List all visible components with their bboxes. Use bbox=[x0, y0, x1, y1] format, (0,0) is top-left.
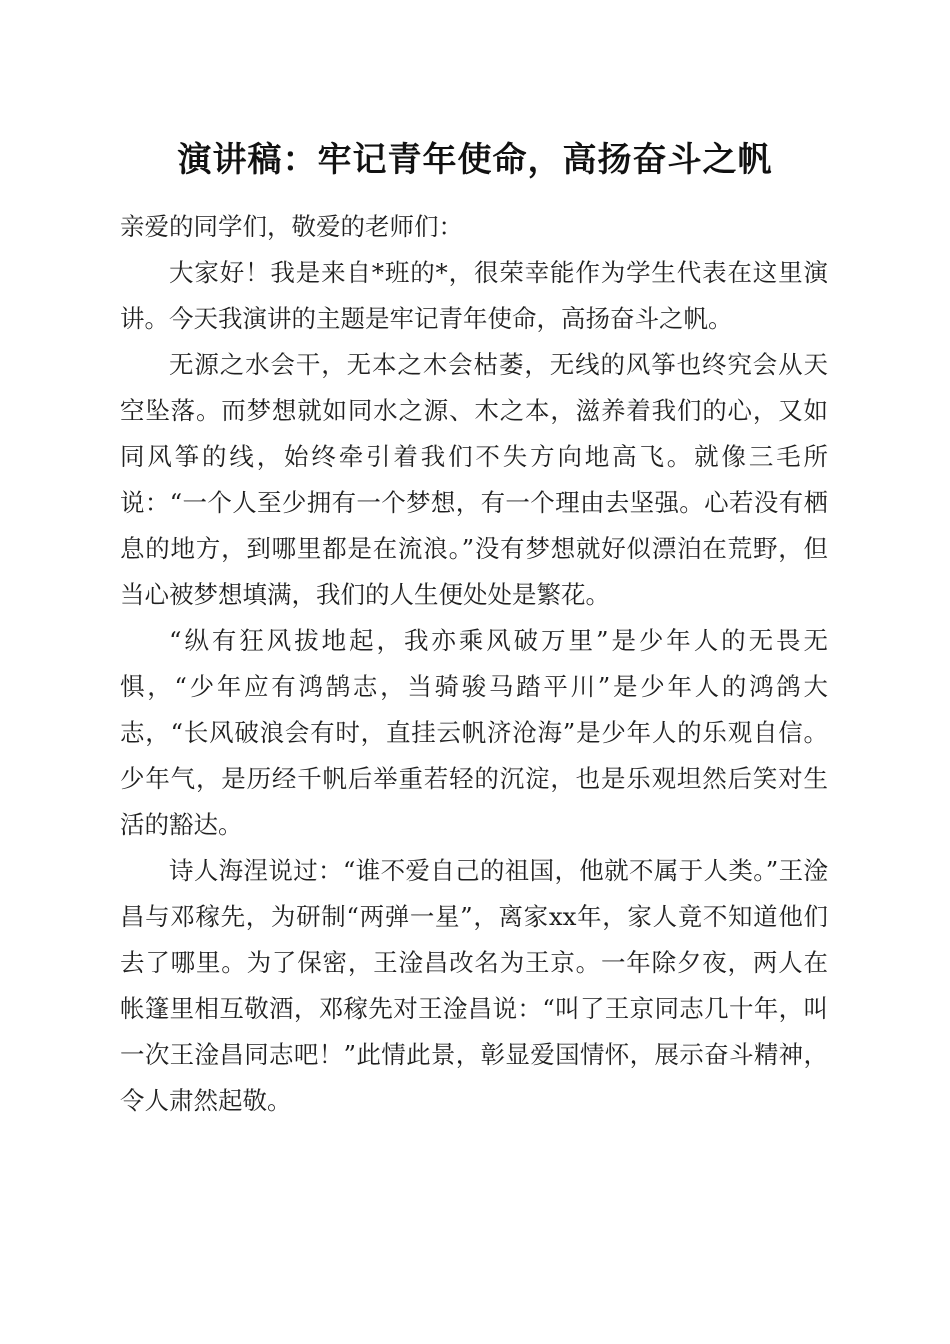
paragraph-greeting: 大家好！我是来自*班的*，很荣幸能作为学生代表在这里演讲。今天我演讲的主题是牢记青年使命，高扬奋斗之帆。 bbox=[120, 258, 828, 333]
salutation: 亲爱的同学们，敬爱的老师们： bbox=[120, 212, 463, 241]
document-title: 演讲稿：牢记青年使命，高扬奋斗之帆 bbox=[177, 140, 773, 180]
paragraph-patriotism: 诗人海涅说过：“谁不爱自己的祖国，他就不属于人类。”王淦昌与邓稼先，为研制“两弹一星”，离家xx年，家人竟不知道他们去了哪里。为了保密，王淦昌改名为王京。一年除夕夜，两人在帐篷里相互敬酒，邓稼先对王淦昌说：“叫了王京同志几十年，叫一次王淦昌同志吧！”此情此景，彰显爱国情怀，展示奋斗精神，令人肃然起敬。 bbox=[120, 856, 828, 1115]
document-body bbox=[120, 204, 828, 1124]
paragraph-youth: “纵有狂风拔地起，我亦乘风破万里”是少年人的无畏无惧，“少年应有鸿鹄志，当骑骏马踏平川”是少年人的鸿鸽大志，“长风破浪会有时，直挂云帆济沧海”是少年人的乐观自信。少年气，是历经千帆后举重若轻的沉淀，也是乐观坦然后笑对生活的豁达。 bbox=[120, 626, 828, 839]
paragraph-dream: 无源之水会干，无本之木会枯萎，无线的风筝也终究会从天空坠落。而梦想就如同水之源、木之本，滋养着我们的心，又如同风筝的线，始终牵引着我们不失方向地高飞。就像三毛所说：“一个人至少拥有一个梦想，有一个理由去坚强。心若没有栖息的地方，到哪里都是在流浪。”没有梦想就好似漂泊在荒野，但当心被梦想填满，我们的人生便处处是繁花。 bbox=[120, 350, 828, 609]
